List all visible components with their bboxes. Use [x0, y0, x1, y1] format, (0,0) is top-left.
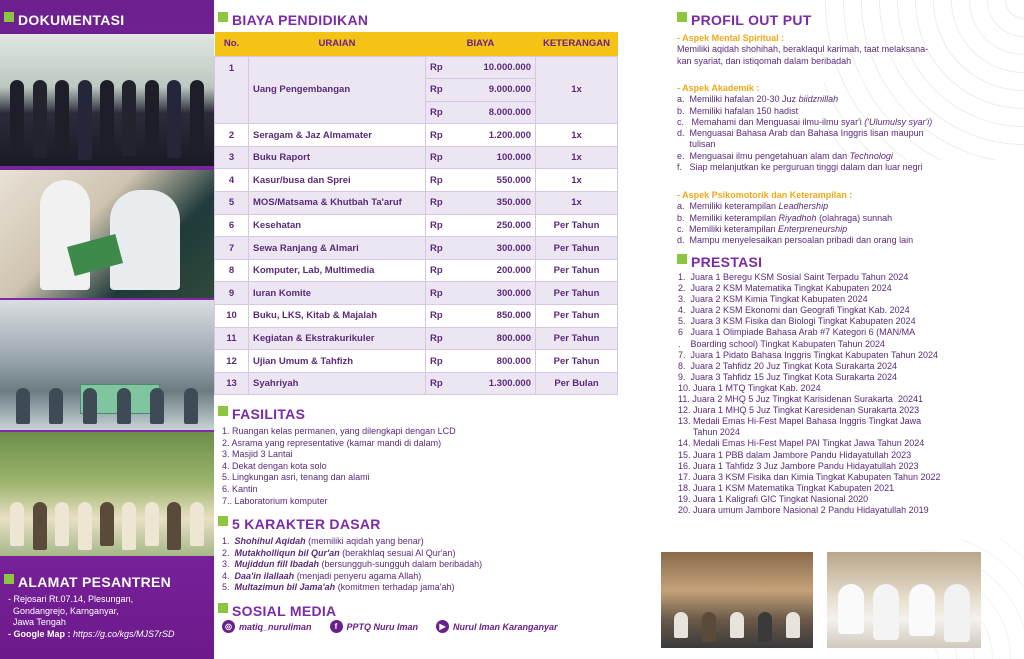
table-row: 7 Sewa Ranjang & Almari Rp 300.000 Per Tahun — [215, 237, 618, 260]
list-item: 1. Shohihul Aqidah (memiliki aqidah yang benar) — [222, 536, 424, 546]
list-item: 6. Kantin — [222, 483, 258, 494]
green-square-icon — [218, 603, 228, 613]
photo-award-ceremony — [0, 170, 214, 298]
green-square-icon — [218, 12, 228, 22]
profil-spiritual: - Aspek Mental Spiritual : Memiliki aqidah shohihah, beraklaqul karimah, taat melaksana- kan syariat, dan istiqomah dalam beribadah — [677, 33, 929, 66]
instagram-link[interactable]: ◎ matiq_nuruliman — [222, 620, 312, 633]
prestasi-heading: PRESTASI — [677, 254, 762, 270]
biaya-table: No. URAIAN BIAYA KETERANGAN 1 Uang Pengembangan Rp 10.000.000 1x Rp 9.000.000 Rp 8.000.000 2 Seragam & Jaz Almamater Rp 1.200.000 1x 3 Buku Raport Rp 100.000 1x 4 Kasur/busa dan Sprei Rp 550.000 1x 5 MOS/Matsama & Khutbah Ta'aruf Rp 350.000 1x 6 Kesehatan Rp 250.000 Per Tahun 7 Sewa Ranjang & Almari Rp 300.000 Per Tahun 8 Komputer, Lab, Multimedia Rp 200.000 Per Tahun 9 Iuran Komite Rp 300.000 Per Tahun 10 Buku, LKS, Kitab & Majalah Rp 850.000 Per Tahun 11 Kegiatan & Ekstrakurikuler Rp 800.000 Per Tahun 12 Ujian Umum & Tahfizh Rp 800.000 Per Tahun 13 Syahriyah Rp 1.300.000 Per Bulan — [214, 32, 618, 395]
dokumentasi-heading: DOKUMENTASI — [4, 12, 124, 28]
facebook-link[interactable]: f PPTQ Nuru Iman — [330, 620, 419, 633]
list-item: Tahun 2024 — [678, 427, 740, 438]
table-row: 8 Komputer, Lab, Multimedia Rp 200.000 Per Tahun — [215, 259, 618, 282]
green-square-icon — [677, 12, 687, 22]
list-item: 1. Juara 1 Beregu KSM Sosial Saint Terpadu Tahun 2024 — [678, 272, 909, 282]
facebook-icon: f — [330, 620, 343, 633]
table-row: 2 Seragam & Jaz Almamater Rp 1.200.000 1x — [215, 124, 618, 147]
list-item: 15. Juara 1 PBB dalam Jambore Pandu Hidayatullah 2023 — [678, 449, 912, 460]
list-item: 2. Mutakholliqun bil Qur'an (berakhlaq sesuai Al Qur'an) — [222, 547, 456, 558]
list-item: e. Menguasai ilmu pengetahuan alam dan Technologi — [677, 150, 893, 161]
list-item: 9. Juara 3 Tahfidz 15 Juz Tingkat Kota Surakarta 2024 — [678, 371, 897, 382]
list-item: d. Menguasai Bahasa Arab dan Bahasa Inggris lisan maupun — [677, 128, 924, 139]
list-item: 2. Asrama yang representative (kamar mandi di dalam) — [222, 437, 442, 448]
list-item: tulisan — [677, 139, 716, 150]
list-item: c. Memiliki keterampilan Enterpreneurship — [677, 223, 848, 234]
list-item: f. Siap melanjutkan ke perguruan tinggi dalam dan luar negri — [677, 162, 923, 173]
sosial-heading: SOSIAL MEDIA — [218, 603, 336, 619]
list-item: 12. Juara 1 MHQ 5 Juz Tingkat Karesidenan Surakarta 2023 — [678, 405, 920, 416]
prestasi-list — [678, 272, 1018, 516]
list-item: 17. Juara 3 KSM Fisika dan Kimia Tingkat Kabupaten Tahun 2022 — [678, 471, 941, 482]
list-item: 1. Ruangan kelas permanen, yang dilengkapi dengan LCD — [222, 426, 456, 436]
list-item: c. Memahami dan Menguasai ilmu-ilmu syar'i ('Ulumulsy syar'i) — [677, 116, 933, 127]
photo-outdoor-group — [0, 432, 214, 556]
list-item: 8. Juara 2 Tahfidz 20 Juz Tingkat Kota Surakarta 2024 — [678, 360, 897, 371]
table-row: 9 Iuran Komite Rp 300.000 Per Tahun — [215, 282, 618, 305]
right-column — [620, 0, 1024, 659]
biaya-heading: BIAYA PENDIDIKAN — [218, 12, 368, 28]
alamat-heading: ALAMAT PESANTREN — [4, 574, 171, 590]
instagram-icon: ◎ — [222, 620, 235, 633]
list-item: a. Memiliki hafalan 20-30 Juz biidznillah — [677, 94, 839, 105]
list-item: 19. Juara 1 Kaligrafi GIC Tingkat Nasional 2020 — [678, 493, 869, 504]
list-item: d. Mampu menyelesaikan persoalan pribadi dan orang lain — [677, 235, 914, 246]
list-item: 7. Juara 1 Pidato Bahasa Inggris Tingkat Kabupaten Tahun 2024 — [678, 349, 939, 360]
photo-group-students-indoor — [0, 34, 214, 166]
list-item: 2. Juara 2 KSM Matematika Tingkat Kabupaten 2024 — [678, 283, 892, 294]
youtube-icon: ▶ — [436, 620, 449, 633]
table-row: 3 Buku Raport Rp 100.000 1x — [215, 146, 618, 169]
table-row: 4 Kasur/busa dan Sprei Rp 550.000 1x — [215, 169, 618, 192]
karakter-list — [222, 536, 482, 594]
list-item: 3. Masjid 3 Lantai — [222, 449, 293, 460]
photo-building-group — [0, 300, 214, 430]
list-item: . Boarding school) Tingkat Kabupaten Tahun 2024 — [678, 338, 885, 349]
list-item: 13. Medali Emas Hi-Fest Mapel Bahasa Inggris Tingkat Jawa — [678, 416, 922, 427]
list-item: b. Memiliki hafalan 150 hadist — [677, 105, 799, 116]
list-item: 4. Daa'in ilallaah (menjadi penyeru agama Allah) — [222, 570, 422, 581]
table-row: 5 MOS/Matsama & Khutbah Ta'aruf Rp 350.000 1x — [215, 192, 618, 215]
green-square-icon — [4, 12, 14, 22]
alamat-text: - Rejosari Rt.07.14, Plesungan, Gondangrejo, Karnganyar, Jawa Tengah - Google Map : https://g.co/kgs/MJS7rSD — [8, 594, 175, 639]
list-item: a. Memiliki keterampilan Leadhership — [677, 201, 829, 212]
list-item: 5. Multazimun bil Jama'ah (komitmen terhadap jama'ah) — [222, 582, 455, 593]
middle-column — [214, 0, 620, 659]
green-square-icon — [4, 574, 14, 584]
table-row: 13 Syahriyah Rp 1.300.000 Per Bulan — [215, 372, 618, 395]
list-item: 4. Dekat dengan kota solo — [222, 460, 327, 471]
table-row: 10 Buku, LKS, Kitab & Majalah Rp 850.000 Per Tahun — [215, 305, 618, 328]
list-item: 7.. Laboratorium komputer — [222, 495, 328, 506]
list-item: 3. Mujiddun fill Ibadah (bersungguh-sungguh dalam beribadah) — [222, 559, 483, 570]
photo-study-circle — [661, 552, 813, 648]
list-item: 3. Juara 2 KSM Kimia Tingkat Kabupaten 2024 — [678, 294, 868, 305]
social-links — [222, 620, 558, 633]
list-item: 20. Juara umum Jambore Nasional 2 Pandu Hidayatullah 2019 — [678, 504, 929, 515]
maps-link[interactable]: https://g.co/kgs/MJS7rSD — [73, 628, 175, 639]
list-item: 14. Medali Emas Hi-Fest Mapel PAI Tingkat Jawa Tahun 2024 — [678, 438, 925, 449]
table-row: 12 Ujian Umum & Tahfizh Rp 800.000 Per Tahun — [215, 350, 618, 373]
list-item: 5. Juara 3 KSM Fisika dan Biologi Tingkat Kabupaten 2024 — [678, 316, 916, 327]
fasilitas-heading: FASILITAS — [218, 406, 305, 422]
table-row: 11 Kegiatan & Ekstrakurikuler Rp 800.000 Per Tahun — [215, 327, 618, 350]
youtube-link[interactable]: ▶ Nurul Iman Karanganyar — [436, 620, 558, 633]
fasilitas-list — [222, 426, 456, 507]
table-row: 1 Uang Pengembangan Rp 10.000.000 1x — [215, 56, 618, 79]
list-item: 6 Juara 1 Olimpiade Bahasa Arab #7 Kategori 6 (MAN/MA — [678, 327, 916, 338]
list-item: 10. Juara 1 MTQ Tingkat Kab. 2024 — [678, 382, 821, 393]
karakter-heading: 5 KARAKTER DASAR — [218, 516, 381, 532]
green-square-icon — [218, 406, 228, 416]
list-item: 16. Juara 1 Tahfidz 3 Juz Jambore Pandu Hidayatullah 2023 — [678, 460, 919, 471]
list-item: b. Memiliki keterampilan Riyadhoh (olahraga) sunnah — [677, 212, 893, 223]
list-item: 11. Juara 2 MHQ 5 Juz Tingkat Karisidenan Surakarta 20241 — [678, 394, 923, 405]
green-square-icon — [677, 254, 687, 264]
left-column — [0, 0, 214, 659]
list-item: 18. Juara 1 KSM Matematika Tingkat Kabupaten 2021 — [678, 482, 895, 493]
photo-students-white-hijab — [827, 552, 981, 648]
profil-akademik: - Aspek Akademik : a. Memiliki hafalan 20-30 Juz biidznillah b. Memiliki hafalan 150 hadist c. Memahami dan Menguasai ilmu-ilmu syar'i ('Ulumulsy syar'i) d. Menguasai Bahasa Arab dan Bahasa Inggris lisan maupun tulisan e. Menguasai ilmu pengetahuan alam dan Technologi f. Siap melanjutkan ke perguruan tinggi dalam dan luar negri — [677, 83, 1007, 173]
table-header-row: No. URAIAN BIAYA KETERANGAN — [215, 32, 618, 56]
profil-psikomotorik: - Aspek Psikomotorik dan Keterampilan : a. Memiliki keterampilan Leadhership b. Memiliki keterampilan Riyadhoh (olahraga) sunnah c. Memiliki keterampilan Enterpreneurship d. Mampu menyelesaikan persoalan pribadi dan orang lain — [677, 190, 1007, 246]
profil-heading: PROFIL OUT PUT — [677, 12, 812, 28]
table-row: 6 Kesehatan Rp 250.000 Per Tahun — [215, 214, 618, 237]
green-square-icon — [218, 516, 228, 526]
list-item: 4. Juara 2 KSM Ekonomi dan Geografi Tingkat Kab. 2024 — [678, 305, 910, 316]
list-item: 5. Lingkungan asri, tenang dan alami — [222, 472, 370, 483]
